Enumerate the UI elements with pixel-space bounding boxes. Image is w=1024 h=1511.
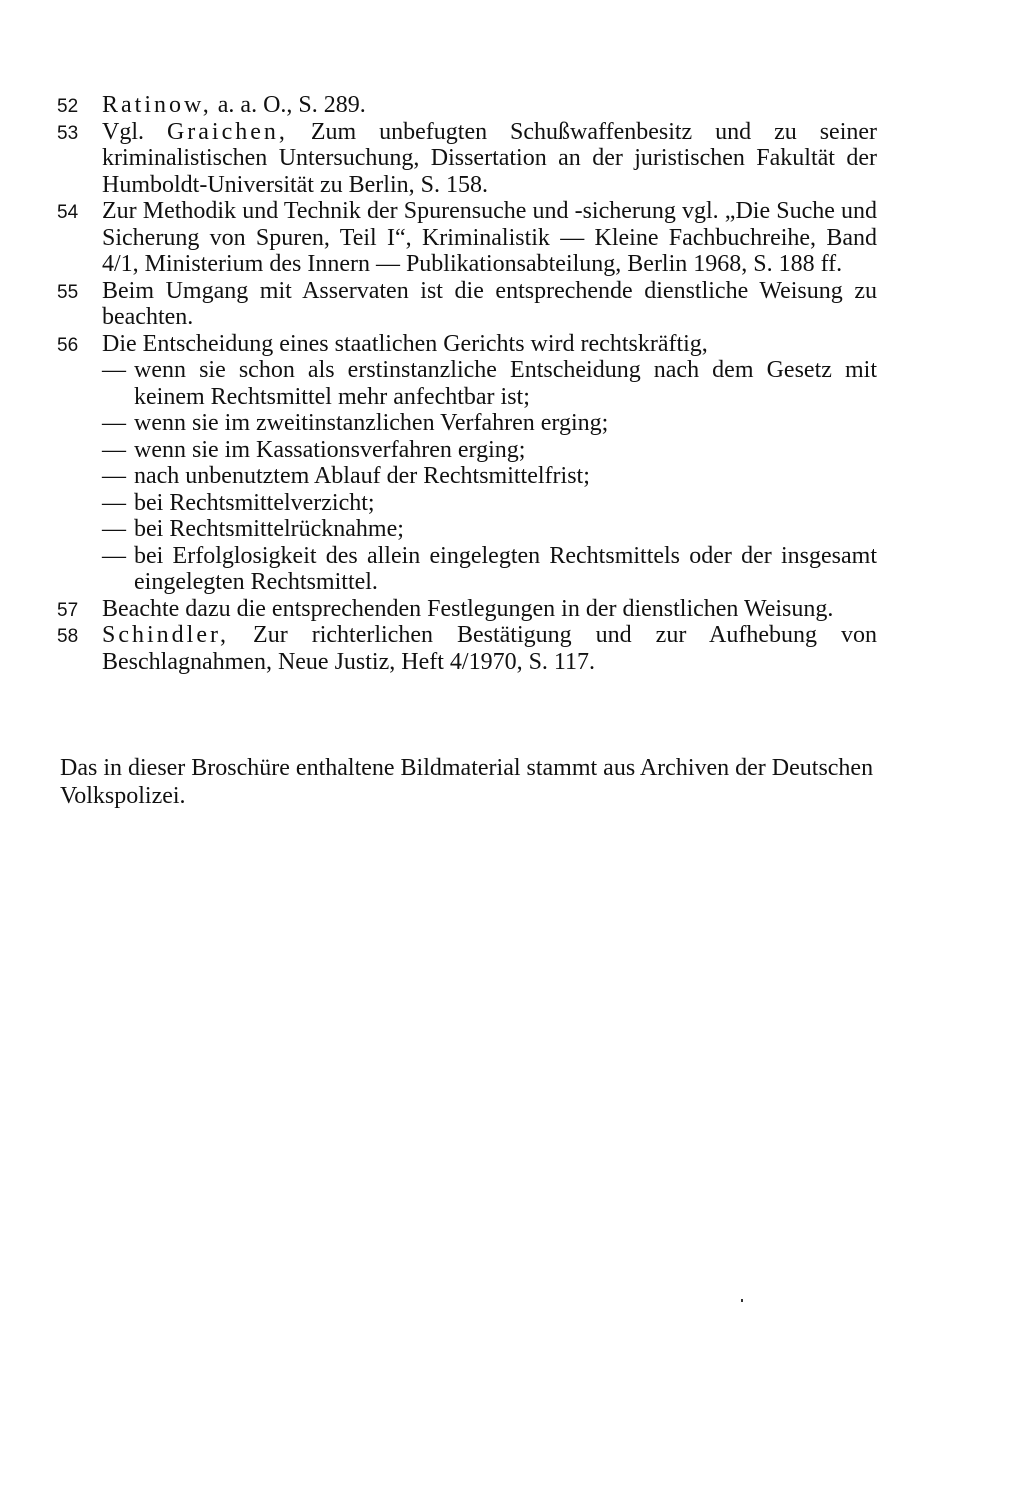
footnote-text <box>102 331 877 596</box>
scan-speck <box>741 1299 743 1302</box>
footnote-number: 56 <box>57 334 79 356</box>
list-item <box>102 463 877 490</box>
footnote-author: Schindler, <box>102 622 230 648</box>
condition-list <box>102 357 877 596</box>
list-item-text: nach unbenutztem Ablauf der Rechtsmittelfrist; <box>134 463 590 489</box>
footnote-citation: Zum unbefugten Schußwaffenbesitz und zu seiner kriminalistischen Untersuchung, Dissertation an der juristischen Fakultät der Humboldt-Universität zu Berlin, S. 158. <box>102 118 878 198</box>
footnote-54 <box>57 198 877 278</box>
list-item-text: wenn sie im Kassationsverfahren erging; <box>134 436 526 463</box>
dash-bullet: — <box>102 516 126 542</box>
footnote-text <box>102 119 877 199</box>
footnote-52 <box>57 92 877 119</box>
dash-bullet: — <box>102 410 126 436</box>
dash-bullet: — <box>102 489 126 516</box>
list-item <box>102 410 877 437</box>
footnote-citation: Zur richterlichen Bestätigung und zur Aufhebung von Beschlagnahmen, Neue Justiz, Heft 4/1970, S. 117. <box>102 622 877 675</box>
list-item <box>102 490 877 517</box>
list-item <box>102 437 877 464</box>
footnote-text: Beim Umgang mit Asservaten ist die entsprechende dienstliche Weisung zu beachten. <box>102 277 877 330</box>
footnote-number: 52 <box>57 96 79 117</box>
footnote-text: Beachte dazu die entsprechenden Festlegungen in der dienstlichen Weisung. <box>102 595 834 622</box>
footnote-intro: Die Entscheidung eines staatlichen Gerichts wird rechtskräftig, <box>102 330 708 357</box>
footnote-author: Graichen, <box>166 118 288 145</box>
footnote-number: 53 <box>57 122 79 144</box>
footnote-text: Zur Methodik und Technik der Spurensuche und -sicherung vgl. „Die Suche und Sicherung von Spuren, Teil I“, Kriminalistik — Kleine Fachbuchreihe, Band 4/1, Ministerium des Innern — Publikationsabteilung, Berlin 1968, S. 188 ff. <box>102 198 877 277</box>
list-item <box>102 543 877 596</box>
list-item <box>102 357 877 410</box>
footnote-55 <box>57 278 877 331</box>
dash-bullet: — <box>102 542 126 569</box>
footnote-citation: a. a. O., S. 289. <box>211 92 366 118</box>
footnote-text <box>102 622 877 675</box>
footnote-prefix: Vgl. <box>102 118 167 145</box>
footnote-number: 54 <box>57 202 79 223</box>
dash-bullet: — <box>102 463 126 489</box>
list-item-text: bei Rechtsmittelrücknahme; <box>134 516 404 542</box>
footnote-author: Ratinow, <box>102 92 212 118</box>
list-item <box>102 516 877 543</box>
footnote-number: 58 <box>57 626 79 647</box>
footnote-text <box>102 92 877 119</box>
footnotes <box>57 92 877 675</box>
footnote-53 <box>57 119 877 199</box>
dash-bullet: — <box>102 436 126 463</box>
footnote-57 <box>57 596 877 623</box>
dash-bullet: — <box>102 357 126 383</box>
list-item-text: bei Rechtsmittelverzicht; <box>134 489 375 516</box>
list-item-text: wenn sie schon als erstinstanzliche Entscheidung nach dem Gesetz mit keinem Rechtsmittel mehr anfechtbar ist; <box>134 357 877 410</box>
footnote-number: 57 <box>57 599 79 621</box>
footnote-56 <box>57 331 877 596</box>
footnote-number: 55 <box>57 281 79 303</box>
footnote-58 <box>57 622 877 675</box>
image-credit-note: Das in dieser Broschüre enthaltene Bildmaterial stammt aus Archiven der Deutschen Volkspolizei. <box>60 755 874 809</box>
list-item-text: bei Erfolglosigkeit des allein eingelegten Rechtsmittels oder der insgesamt eingelegten Rechtsmittel. <box>134 542 877 595</box>
list-item-text: wenn sie im zweitinstanzlichen Verfahren erging; <box>134 410 609 436</box>
